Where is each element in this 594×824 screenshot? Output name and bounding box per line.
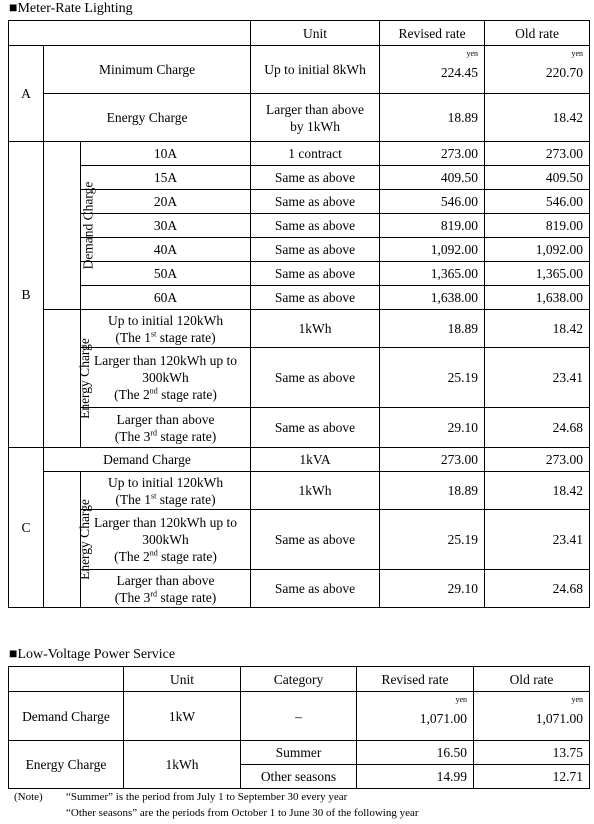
b-demand-revised: 273.00 [380,142,485,166]
a-energy-unit: Larger than above by 1kWh [251,94,380,142]
header-old: Old rate [485,21,590,46]
b-demand-revised: 546.00 [380,190,485,214]
header-unit: Unit [251,21,380,46]
yen-label: yen [571,49,584,58]
a-min-row [9,46,590,94]
c-energy-row [9,570,590,608]
note-line-2: “Other seasons” are the periods from October 1 to June 30 of the following year [66,807,419,819]
b-demand-unit: Same as above [251,166,380,190]
b-energy-revised: 18.89 [380,310,485,348]
lv-header-old: Old rate [474,667,590,692]
c-energy-desc: Larger than above (The 3rd stage rate) [81,570,251,608]
b-energy-unit: Same as above [251,348,380,408]
lv-demand-revised: yen 1,071.00 [357,692,474,741]
lv-header-unit: Unit [124,667,241,692]
b-demand-amp: 50A [81,262,251,286]
a-energy-row [9,94,590,142]
c-energy-revised: 25.19 [380,510,485,570]
b-demand-unit: 1 contract [251,142,380,166]
lv-demand-unit: 1kW [124,692,241,741]
b-demand-old: 546.00 [485,190,590,214]
b-energy-row [9,310,590,348]
lv-demand-name: Demand Charge [9,692,124,741]
b-energy-desc: Larger than above (The 3rd stage rate) [81,408,251,448]
a-min-old: yen 220.70 [485,46,590,94]
c-energy-old: 24.68 [485,570,590,608]
b-demand-old: 273.00 [485,142,590,166]
yen-label: yen [455,695,467,704]
c-energy-unit: Same as above [251,570,380,608]
a-min-revised: yen 224.45 [380,46,485,94]
low-voltage-table [8,666,590,789]
b-energy-unit: Same as above [251,408,380,448]
c-demand-row [9,448,590,472]
c-energy-revised: 18.89 [380,472,485,510]
lv-demand-row [9,692,590,741]
lv-demand-category: – [241,692,357,741]
lv-header-category: Category [241,667,357,692]
note-line-1: “Summer” is the period from July 1 to September 30 every year [66,791,348,803]
b-demand-revised: 1,638.00 [380,286,485,310]
c-energy-row [9,472,590,510]
b-energy-desc: Up to initial 120kWh (The 1st stage rate) [81,310,251,348]
meter-rate-table [8,20,590,608]
lv-header-blank [9,667,124,692]
b-demand-old: 409.50 [485,166,590,190]
lv-energy-revised: 16.50 [357,741,474,765]
b-demand-unit: Same as above [251,190,380,214]
a-energy-old: 18.42 [485,94,590,142]
lv-energy-category: Other seasons [241,765,357,789]
a-min-unit: Up to initial 8kWh [251,46,380,94]
lv-energy-name: Energy Charge [9,741,124,789]
lv-energy-row [9,741,590,765]
c-energy-desc: Larger than 120kWh up to 300kWh (The 2nd stage rate) [81,510,251,570]
c-demand-name: Demand Charge [44,448,251,472]
b-demand-row [9,142,590,166]
b-demand-revised: 1,365.00 [380,262,485,286]
c-demand-revised: 273.00 [380,448,485,472]
b-demand-row [9,286,590,310]
section-c-label: C [9,448,44,608]
c-demand-old: 273.00 [485,448,590,472]
header-row [9,21,590,46]
b-energy-row [9,408,590,448]
c-energy-revised: 29.10 [380,570,485,608]
low-voltage-title: ■Low-Voltage Power Service [9,647,176,662]
lv-energy-revised: 14.99 [357,765,474,789]
header-revised: Revised rate [380,21,485,46]
b-demand-revised: 409.50 [380,166,485,190]
a-energy-revised: 18.89 [380,94,485,142]
b-energy-desc: Larger than 120kWh up to 300kWh (The 2nd stage rate) [81,348,251,408]
c-energy-unit: 1kWh [251,472,380,510]
section-a-label: A [9,46,44,142]
b-energy-row [9,348,590,408]
b-demand-amp: 10A [81,142,251,166]
meter-rate-title: ■Meter-Rate Lighting [9,1,133,16]
b-demand-old: 1,638.00 [485,286,590,310]
b-demand-unit: Same as above [251,262,380,286]
c-energy-old: 23.41 [485,510,590,570]
b-energy-revised: 29.10 [380,408,485,448]
b-demand-unit: Same as above [251,286,380,310]
b-energy-old: 18.42 [485,310,590,348]
b-demand-amp: 30A [81,214,251,238]
note-label: (Note) [14,791,43,803]
b-demand-revised: 1,092.00 [380,238,485,262]
a-energy-name: Energy Charge [44,94,251,142]
b-energy-old: 23.41 [485,348,590,408]
b-energy-revised: 25.19 [380,348,485,408]
lv-demand-old: yen 1,071.00 [474,692,590,741]
lv-energy-old: 12.71 [474,765,590,789]
c-energy-row [9,510,590,570]
b-demand-old: 1,092.00 [485,238,590,262]
b-demand-unit: Same as above [251,214,380,238]
yen-label: yen [571,695,583,704]
a-min-name: Minimum Charge [44,46,251,94]
c-demand-unit: 1kVA [251,448,380,472]
yen-label: yen [466,49,479,58]
c-energy-charge-label: Energy Charge [44,472,81,608]
b-demand-old: 819.00 [485,214,590,238]
b-demand-revised: 819.00 [380,214,485,238]
b-demand-amp: 15A [81,166,251,190]
b-demand-old: 1,365.00 [485,262,590,286]
section-b-label: B [9,142,44,448]
lv-header-revised: Revised rate [357,667,474,692]
c-energy-unit: Same as above [251,510,380,570]
c-energy-old: 18.42 [485,472,590,510]
b-demand-unit: Same as above [251,238,380,262]
b-energy-unit: 1kWh [251,310,380,348]
b-demand-amp: 60A [81,286,251,310]
b-demand-amp: 20A [81,190,251,214]
b-demand-charge-label: Demand Charge [44,142,81,310]
c-energy-desc: Up to initial 120kWh (The 1st stage rate) [81,472,251,510]
b-energy-old: 24.68 [485,408,590,448]
lv-header-row [9,667,590,692]
lv-energy-category: Summer [241,741,357,765]
lv-energy-old: 13.75 [474,741,590,765]
b-energy-charge-label: Energy Charge [44,310,81,448]
b-demand-amp: 40A [81,238,251,262]
header-blank [9,21,251,46]
lv-energy-unit: 1kWh [124,741,241,789]
